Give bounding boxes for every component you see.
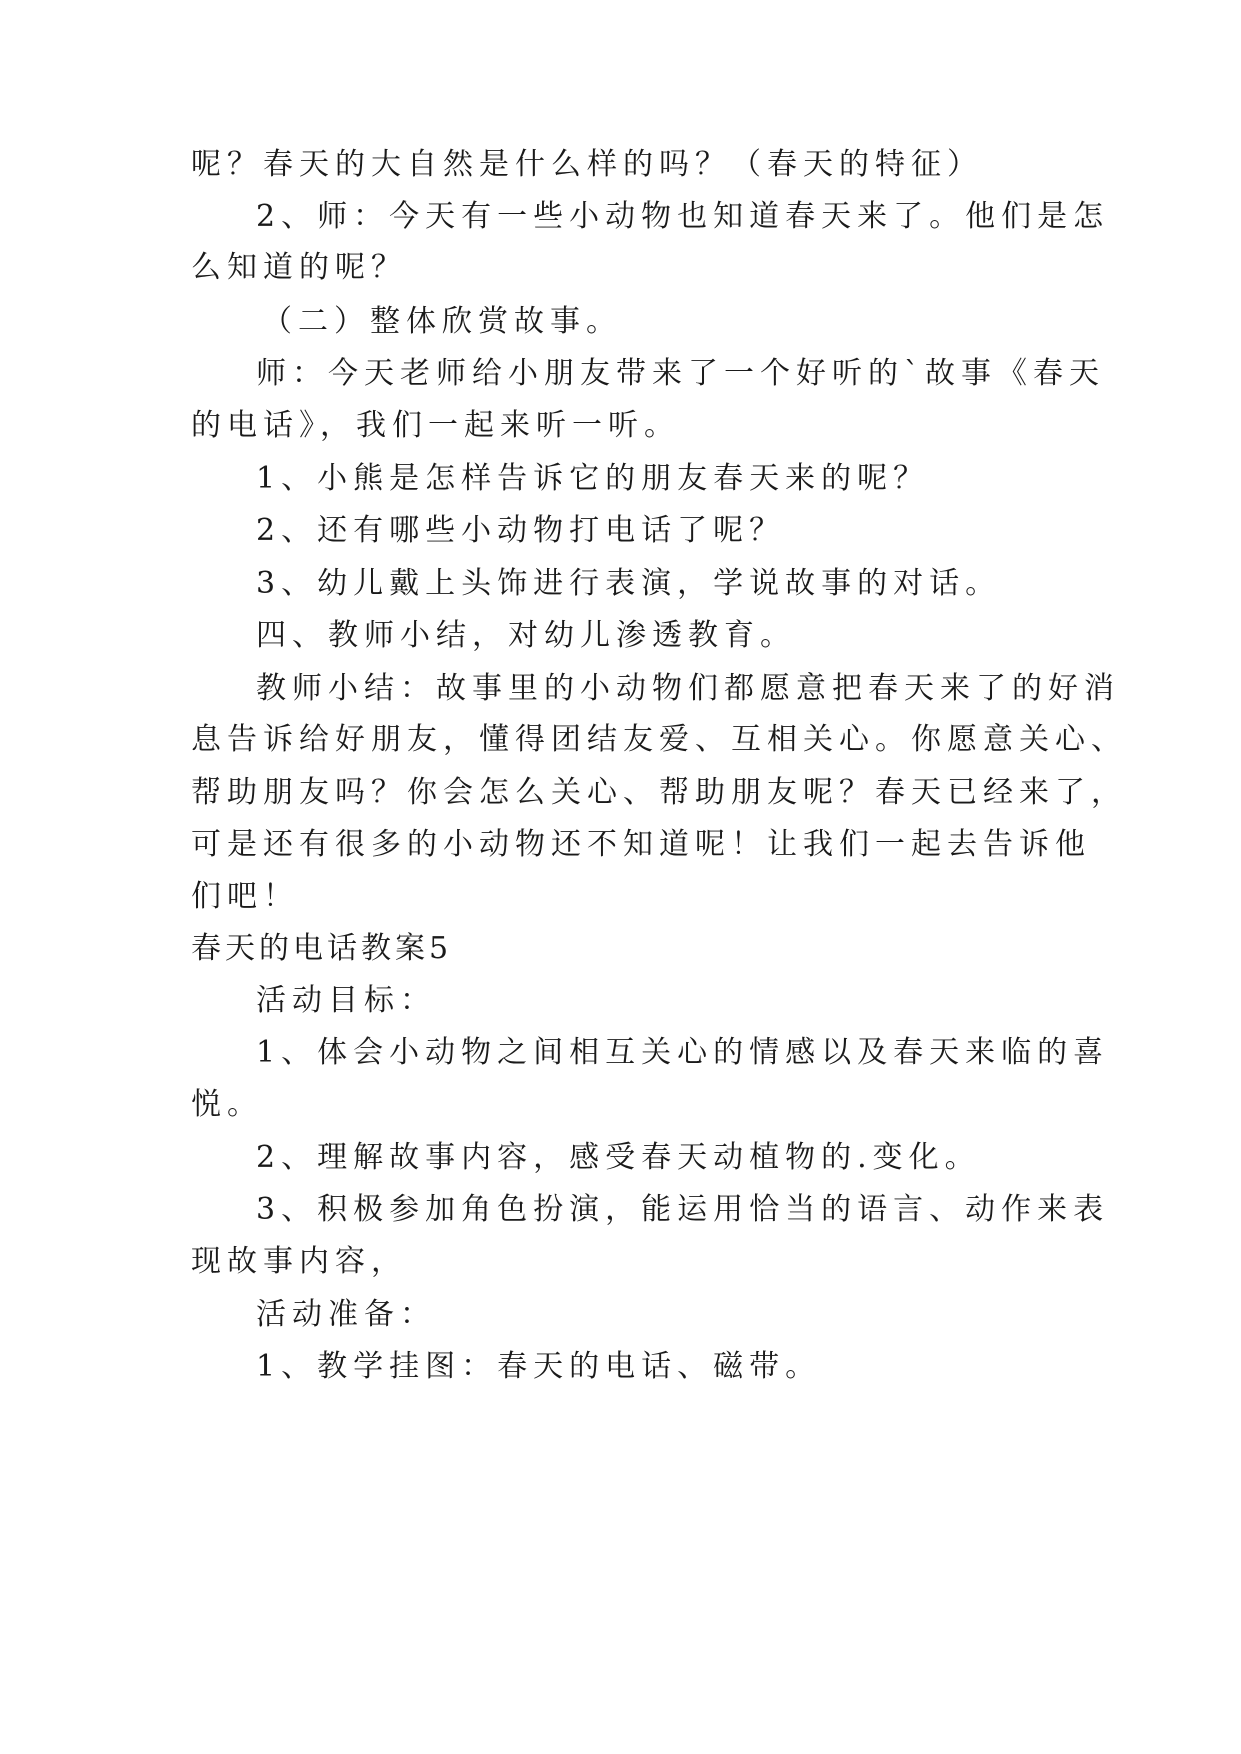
paragraph-line: 可是还有很多的小动物还不知道呢！让我们一起去告诉他	[191, 827, 1091, 862]
list-item: 2、还有哪些小动物打电话了呢？	[256, 513, 786, 548]
list-item: 3、幼儿戴上头饰进行表演，学说故事的对话。	[256, 566, 1002, 601]
section-heading: 活动目标：	[256, 983, 436, 1018]
paragraph-line: 呢？春天的大自然是什么样的吗？（春天的特征）	[191, 147, 983, 182]
section-heading: 四、教师小结，对幼儿渗透教育。	[256, 618, 796, 653]
paragraph-line: 悦。	[191, 1087, 263, 1122]
paragraph-line: 息告诉给好朋友，懂得团结友爱、互相关心。你愿意关心、	[191, 722, 1127, 757]
document-title: 春天的电话教案5	[191, 931, 453, 966]
paragraph-line: 现故事内容，	[191, 1244, 407, 1279]
paragraph-line: 2、师：今天有一些小动物也知道春天来了。他们是怎	[256, 199, 1110, 234]
paragraph-line: 么知道的呢？	[191, 250, 407, 285]
paragraph-line: 教师小结：故事里的小动物们都愿意把春天来了的好消	[256, 671, 1120, 706]
paragraph-line: 的电话》，我们一起来听一听。	[191, 408, 680, 443]
list-item: 1、教学挂图：春天的电话、磁带。	[256, 1349, 822, 1384]
list-item: 1、小熊是怎样告诉它的朋友春天来的呢？	[256, 461, 930, 496]
list-item: 1、体会小动物之间相互关心的情感以及春天来临的喜	[256, 1035, 1110, 1070]
paragraph-line: 师：今天老师给小朋友带来了一个好听的`故事《春天	[256, 356, 1105, 391]
paragraph-line: 们吧！	[191, 879, 299, 914]
section-heading: （二）整体欣赏故事。	[262, 304, 622, 339]
list-item: 3、积极参加角色扮演，能运用恰当的语言、动作来表	[256, 1192, 1110, 1227]
paragraph-line: 帮助朋友吗？你会怎么关心、帮助朋友呢？春天已经来了，	[191, 775, 1127, 810]
list-item: 2、理解故事内容，感受春天动植物的.变化。	[256, 1140, 981, 1175]
section-heading: 活动准备：	[256, 1297, 436, 1332]
